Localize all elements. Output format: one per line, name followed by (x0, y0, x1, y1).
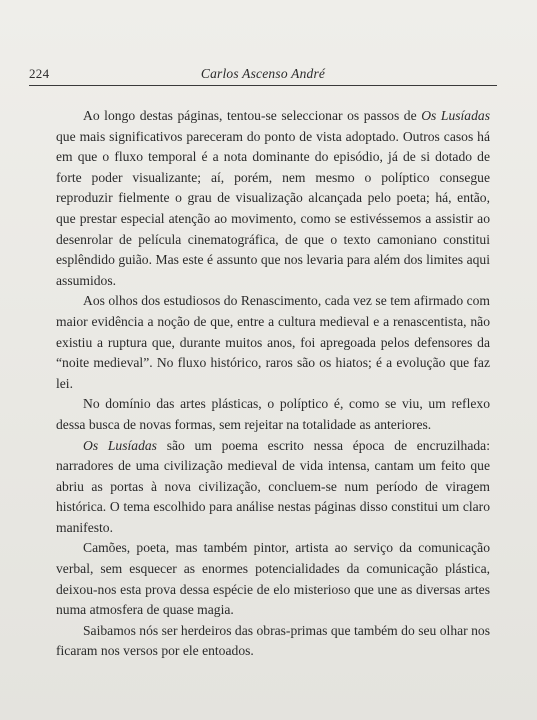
paragraph-text: Ao longo destas páginas, tentou-se seleccionar os passos de (83, 108, 422, 123)
paragraph (56, 394, 490, 435)
paragraph (56, 291, 490, 394)
italic-title-text: Os Lusíadas (83, 437, 157, 453)
running-head (29, 63, 497, 86)
paragraph (56, 621, 490, 662)
paragraph-text: Aos olhos dos estudiosos do Renascimento, cada vez se tem afirmado com maior evidência a noção de que, entre a cultura medieval e a renascentista, não existiu a ruptura que, durante muitos anos, foi apregoada pelos defensores da “noite medieval”. No fluxo histórico, raros são os hiatos; é a evolução que faz lei. (56, 293, 490, 391)
paragraph-text: Camões, poeta, mas também pintor, artista ao serviço da comunicação verbal, sem esquecer as enormes potencialidades da comunicação plástica, deixou-nos esta prova dessa espécie de elo misterioso que une as diversas artes numa atmosfera de quase magia. (56, 540, 490, 618)
italic-title-text: Os Lusíadas (421, 108, 490, 123)
paragraph (56, 106, 490, 291)
body-text (56, 106, 490, 662)
page-number: 224 (29, 66, 50, 81)
paragraph (56, 436, 490, 539)
paragraph-text: que mais significativos pareceram do ponto de vista adoptado. Outros casos há em que o fluxo temporal é a nota dominante do episódio, já de si dotado de forte poder visualizante; aí, porém, nem mesmo o políptico consegue reproduzir fielmente o grau de visualização alcançada pelo poeta; há, então, que prestar especial atenção ao movimento, como se estivéssemos a assistir ao desenrolar de película cinematográfica, de que o texto camoniano constitui esplêndido guião. Mas este é assunto que nos levaria para além dos limites aqui assumidos. (56, 128, 490, 288)
running-title: Carlos Ascenso André (200, 66, 326, 81)
paragraph-text: No domínio das artes plásticas, o políptico é, como se viu, um reflexo dessa busca de novas formas, sem rejeitar na totalidade as anteriores. (56, 396, 490, 432)
paragraph-text: Saibamos nós ser herdeiros das obras-primas que também do seu olhar nos ficaram nos versos por ele entoados. (56, 622, 490, 659)
paragraph (56, 538, 490, 620)
paragraph-text: são um poema escrito nessa época de encruzilhada: narradores de uma civilização medieval de vida intensa, cantam um feito que abriu as portas à nova civilização, concluem-se num período de viragem histórica. O tema escolhido para análise nestas páginas disso constitui um claro manifesto. (56, 437, 490, 535)
